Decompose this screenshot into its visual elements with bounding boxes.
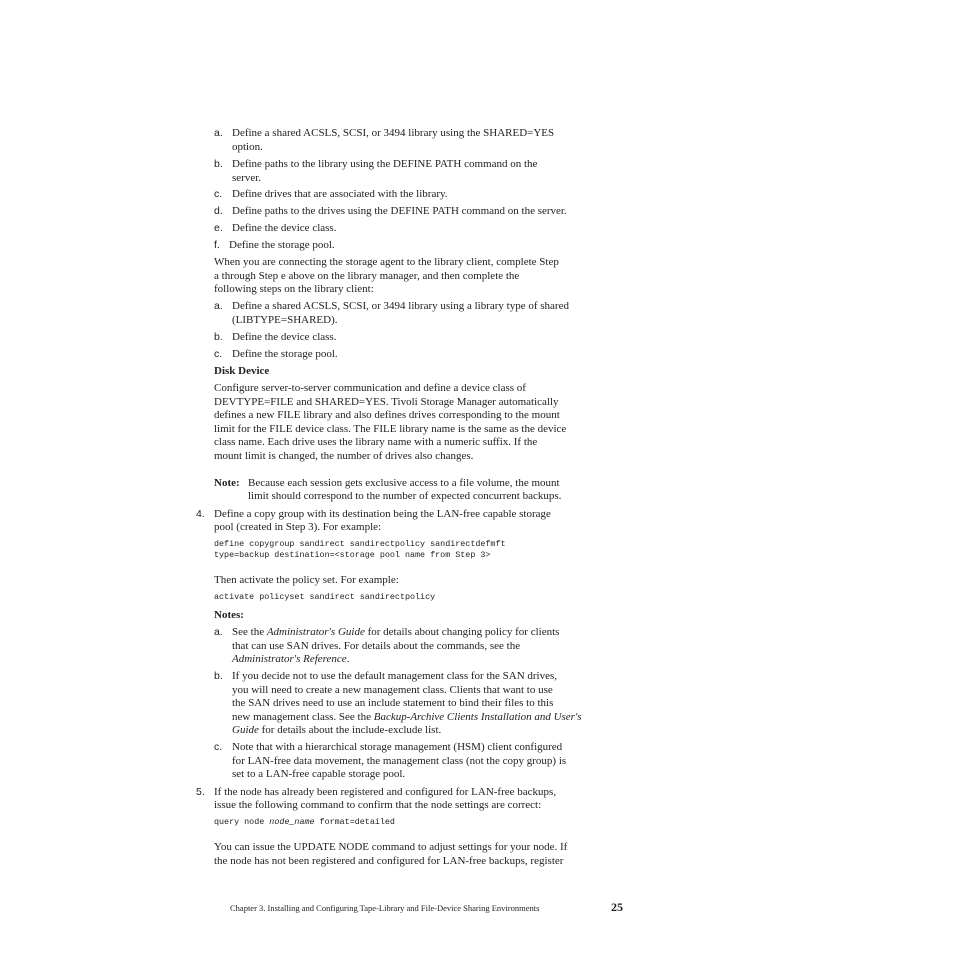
list-item-text: set to a LAN-free capable storage pool. (232, 768, 406, 780)
notes-heading: Notes: (214, 609, 244, 621)
paragraph-line: DEVTYPE=FILE and SHARED=YES. Tivoli Storage Manager automatically (214, 396, 559, 408)
list-item-text: Guide for details about the include-exclude list. (232, 724, 442, 736)
list-item-text: that can use SAN drives. For details about the commands, see the (232, 640, 521, 652)
paragraph-line: You can issue the UPDATE NODE command to adjust settings for your node. If (214, 841, 568, 853)
paragraph-line: Then activate the policy set. For example: (214, 574, 399, 586)
paragraph-line: Configure server-to-server communication and define a device class of (214, 382, 526, 394)
list-item-text: If you decide not to use the default management class for the SAN drives, (232, 670, 558, 682)
list-item-label: b. (214, 331, 223, 343)
list-item-text: (LIBTYPE=SHARED). (232, 314, 338, 326)
code-line: query node node_name format=detailed (214, 817, 395, 827)
code-line: activate policyset sandirect sandirectpolicy (214, 592, 436, 602)
list-item-label: c. (214, 348, 223, 360)
list-item-text: for LAN-free data movement, the management class (not the copy group) is (232, 755, 567, 767)
paragraph-line: the node has not been registered and configured for LAN-free backups, register (214, 855, 564, 867)
list-item-label: a. (214, 626, 223, 638)
list-item-text: Define the device class. (232, 331, 337, 343)
list-item-text: Define a shared ACSLS, SCSI, or 3494 library using a library type of shared (232, 300, 569, 312)
note-text: Because each session gets exclusive access to a file volume, the mount (248, 477, 560, 489)
list-item-text: Define paths to the drives using the DEFINE PATH command on the server. (232, 205, 567, 217)
paragraph-line: class name. Each drive uses the library name with a numeric suffix. If the (214, 436, 538, 448)
list-item-label: a. (214, 127, 223, 139)
step-text: pool (created in Step 3). For example: (214, 521, 382, 533)
step-text: Define a copy group with its destination being the LAN-free capable storage (214, 508, 551, 520)
list-item-label: d. (214, 205, 223, 217)
paragraph-line: defines a new FILE library and also defines drives corresponding to the mount (214, 409, 560, 421)
list-item-text: Define drives that are associated with the library. (232, 188, 448, 200)
note-text: limit should correspond to the number of expected concurrent backups. (248, 490, 562, 502)
list-item-text: Note that with a hierarchical storage management (HSM) client configured (232, 741, 563, 753)
paragraph-line: following steps on the library client: (214, 283, 374, 295)
list-item-text: new management class. See the Backup-Archive Clients Installation and User's (232, 711, 582, 723)
list-item-text: Define the storage pool. (229, 239, 335, 251)
list-item-label: b. (214, 158, 223, 170)
paragraph-line: mount limit is changed, the number of drives also changes. (214, 450, 474, 462)
footer-chapter: Chapter 3. Installing and Configuring Tape-Library and File-Device Sharing Environments (230, 903, 540, 913)
list-item-label: c. (214, 188, 223, 200)
step-number: 5. (196, 786, 205, 798)
list-item-text: server. (232, 172, 262, 184)
list-item-text: Define paths to the library using the DEFINE PATH command on the (232, 158, 538, 170)
list-item-text: you will need to create a new management class. Clients that want to use (232, 684, 553, 696)
code-line: type=backup destination=<storage pool name from Step 3> (214, 550, 491, 560)
page-number: 25 (611, 900, 623, 914)
list-item-label: b. (214, 670, 223, 682)
step-text: issue the following command to confirm that the node settings are correct: (214, 799, 542, 811)
list-item-text: See the Administrator's Guide for details about changing policy for clients (232, 626, 560, 638)
note-label: Note: (214, 477, 240, 489)
step-text: If the node has already been registered and configured for LAN-free backups, (214, 786, 557, 798)
list-item-text: option. (232, 141, 263, 153)
paragraph-line: When you are connecting the storage agent to the library client, complete Step (214, 256, 559, 268)
code-line: define copygroup sandirect sandirectpolicy sandirectdefmft (214, 539, 506, 549)
list-item-label: e. (214, 222, 223, 234)
list-item-text: the SAN drives need to use an include statement to bind their files to this (232, 697, 554, 709)
list-item-text: Define the device class. (232, 222, 337, 234)
list-item-label: a. (214, 300, 223, 312)
list-item-label: c. (214, 741, 223, 753)
list-item-text: Define the storage pool. (232, 348, 338, 360)
list-item-label: f. (214, 239, 220, 251)
step-number: 4. (196, 508, 205, 520)
list-item-text: Administrator's Reference. (232, 653, 350, 665)
list-item-text: Define a shared ACSLS, SCSI, or 3494 library using the SHARED=YES (232, 127, 555, 139)
paragraph-line: limit for the FILE device class. The FILE library name is the same as the device (214, 423, 567, 435)
paragraph-line: a through Step e above on the library manager, and then complete the (214, 270, 520, 282)
section-heading: Disk Device (214, 365, 270, 377)
